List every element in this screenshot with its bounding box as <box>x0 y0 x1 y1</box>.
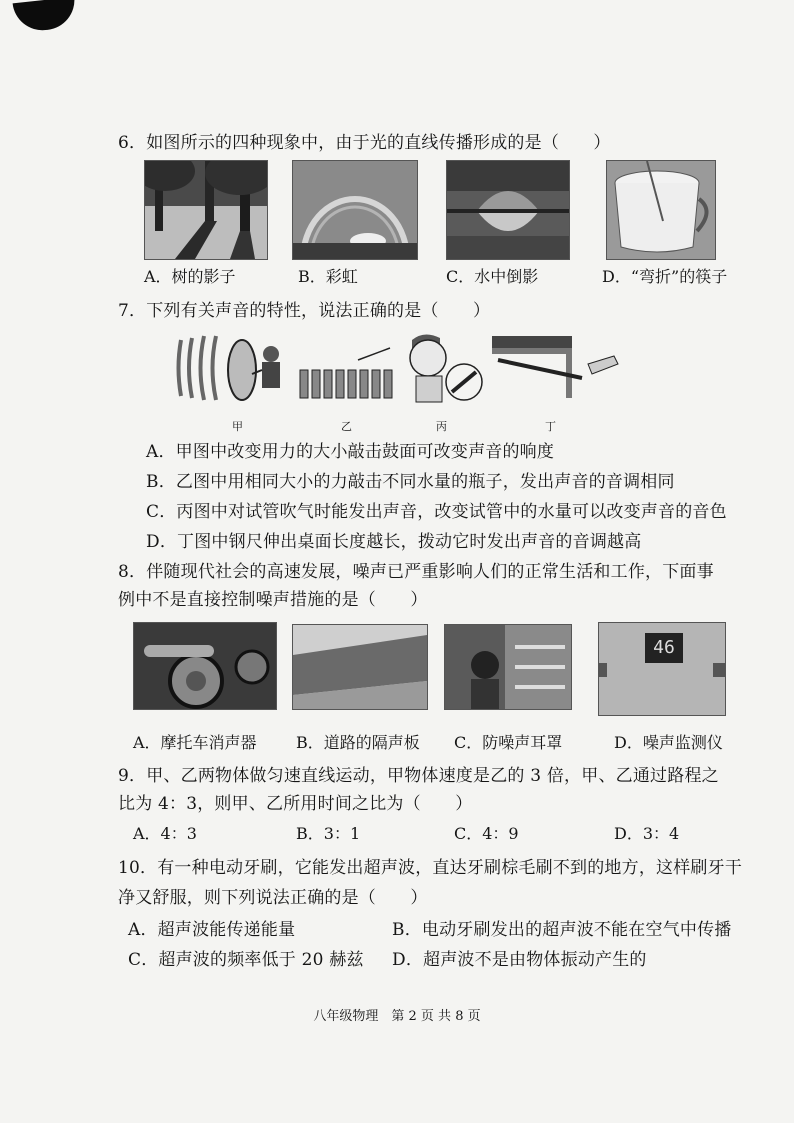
q8-option-b: B．道路的隔声板 <box>296 733 420 752</box>
q8-stem-line2: 例中不是直接控制噪声措施的是（ ） <box>118 590 428 610</box>
q8-photo-noise-monitor <box>598 622 726 716</box>
q7-figure-label-jia: 甲 <box>232 420 243 433</box>
q6-option-d: D．“弯折”的筷子 <box>602 267 728 286</box>
q10-option-a: A．超声波能传递能量 <box>128 920 296 940</box>
q9-stem-line2: 比为 4：3，则甲、乙所用时间之比为（ ） <box>118 794 473 814</box>
q7-option-c: C．丙图中对试管吹气时能发出声音，改变试管中的水量可以改变声音的音色 <box>146 502 727 522</box>
q7-option-d: D．丁图中钢尺伸出桌面长度越长，拨动它时发出声音的音调越高 <box>146 532 642 552</box>
q6-option-a: A．树的影子 <box>144 267 236 286</box>
q7-figure-drum <box>176 330 286 406</box>
q6-option-b: B．彩虹 <box>298 267 358 286</box>
q8-photo-sound-barrier <box>292 624 428 710</box>
q10-option-c: C．超声波的频率低于 20 赫兹 <box>128 950 364 970</box>
q10-option-d: D．超声波不是由物体振动产生的 <box>392 950 647 970</box>
q6-photo-water-reflection <box>446 160 570 260</box>
monitor-display-readout: 46 <box>645 633 683 663</box>
q9-option-d: D．3：4 <box>614 824 680 843</box>
scan-corner-mark <box>13 0 78 33</box>
q6-photo-tree-shadow <box>144 160 268 260</box>
page-footer: 八年级物理 第 2 页 共 8 页 <box>313 1009 481 1024</box>
q6-stem: 6．如图所示的四种现象中，由于光的直线传播形成的是（ ） <box>118 133 611 153</box>
q7-option-a: A．甲图中改变用力的大小敲击鼓面可改变声音的响度 <box>146 442 555 462</box>
q8-option-d: D．噪声监测仪 <box>614 733 723 752</box>
q7-figure-label-yi: 乙 <box>341 420 352 433</box>
q6-photo-rainbow <box>292 160 418 260</box>
q8-stem-line1: 8．伴随现代社会的高速发展，噪声已严重影响人们的正常生活和工作，下面事 <box>118 562 714 582</box>
q10-option-b: B．电动牙刷发出的超声波不能在空气中传播 <box>392 920 732 940</box>
q7-option-b: B．乙图中用相同大小的力敲击不同水量的瓶子，发出声音的音调相同 <box>146 472 675 492</box>
q10-stem-line1: 10．有一种电动牙刷，它能发出超声波，直达牙刷棕毛刷不到的地方，这样刷牙干 <box>118 858 743 878</box>
q7-figure-bottles <box>298 346 398 402</box>
q9-option-c: C．4：9 <box>454 824 519 843</box>
q8-photo-earmuffs <box>444 624 572 710</box>
q6-option-c: C．水中倒影 <box>446 267 539 286</box>
q10-stem-line2: 净又舒服，则下列说法正确的是（ ） <box>118 888 428 908</box>
q8-option-a: A．摩托车消声器 <box>133 733 257 752</box>
q9-option-b: B．3：1 <box>296 824 361 843</box>
q7-figure-ruler <box>492 334 622 398</box>
q8-option-c: C．防噪声耳罩 <box>454 733 563 752</box>
q8-photo-muffler <box>133 622 277 710</box>
q7-figure-label-bing: 丙 <box>436 420 447 433</box>
q9-stem-line1: 9．甲、乙两物体做匀速直线运动，甲物体速度是乙的 3 倍，甲、乙通过路程之 <box>118 766 719 786</box>
q7-stem: 7．下列有关声音的特性，说法正确的是（ ） <box>118 301 491 321</box>
q7-figure-test-tube <box>404 330 486 406</box>
q6-photo-bent-chopsticks <box>606 160 716 260</box>
q9-option-a: A．4：3 <box>133 824 197 843</box>
q7-figure-label-ding: 丁 <box>545 420 556 433</box>
